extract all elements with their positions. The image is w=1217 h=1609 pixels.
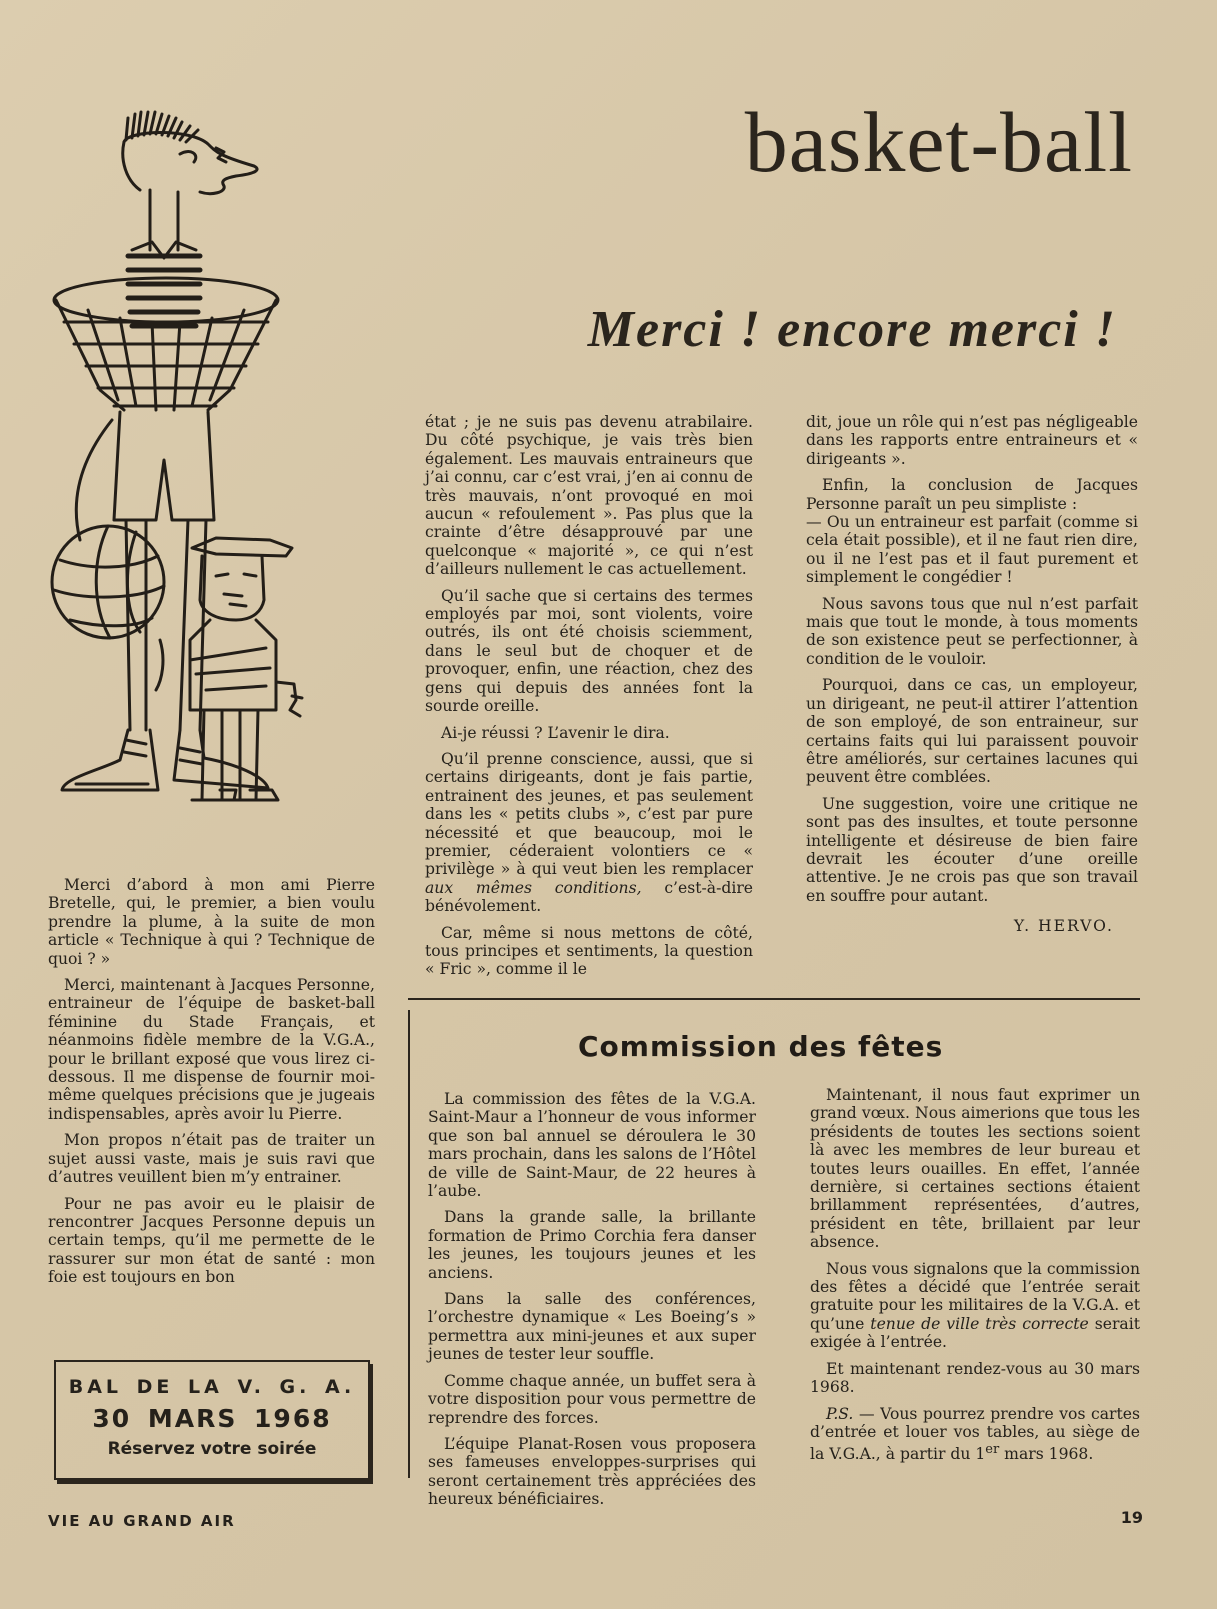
article-paragraph: Merci, maintenant à Jacques Personne, entraineur de l’équipe de basket-ball féminine du Stade Français, et néanmoins fidèle membre de la V.G.A., pour le brillant exposé que vous lirez ci-dessous. Il me dispense de fournir moi-même quelques précisions que je jugeais indispensables, après avoir lu Pierre.	[48, 976, 375, 1123]
bal-announcement-box	[54, 1360, 370, 1480]
text-run: c’est-à-dire bénévolement.	[425, 878, 753, 916]
article-title: Merci ! encore merci !	[587, 301, 1117, 358]
ps-label: P.S.	[826, 1404, 854, 1423]
page-number: 19	[1120, 1508, 1143, 1527]
publication-name: VIE AU GRAND AIR	[48, 1512, 236, 1530]
bal-date: 30 MARS 1968	[92, 1404, 332, 1433]
text-run: Nous vous signalons que la commission des fêtes a décidé que l’entrée serait gratuite pour les militaires de la V.G.A. et qu’une	[810, 1259, 1140, 1333]
article-column-3	[806, 413, 1138, 936]
article-paragraph: dit, joue un rôle qui n’est pas négligeable dans les rapports entre entraineurs et « dirigeants ».	[806, 413, 1138, 468]
commission-column-2	[810, 1086, 1140, 1472]
section-divider	[408, 998, 1140, 1000]
commission-paragraph	[810, 1260, 1140, 1352]
commission-paragraph: Dans la grande salle, la brillante formation de Primo Corchia fera danser les jeunes, les toujours jeunes et les anciens.	[428, 1208, 756, 1282]
article-column-1	[48, 876, 375, 1295]
commission-ps	[810, 1405, 1140, 1464]
italic-text: aux mêmes conditions,	[425, 878, 642, 897]
article-paragraph: Mon propos n’était pas de traiter un sujet aussi vaste, mais je suis ravi que d’autres veuillent bien m’y entrainer.	[48, 1131, 375, 1187]
article-paragraph: Nous savons tous que nul n’est parfait mais que tout le monde, à tous moments de son existence peut se perfectionner, à condition de le vouloir.	[806, 594, 1138, 668]
commission-paragraph: La commission des fêtes de la V.G.A. Saint-Maur a l’honneur de vous informer que son bal annuel se déroulera le 30 mars prochain, dans les salons de l’Hôtel de ville de Saint-Maur, de 22 heures à l’aube.	[428, 1090, 756, 1201]
bal-reservation-note: Réservez votre soirée	[107, 1439, 317, 1459]
commission-paragraph: Et maintenant rendez-vous au 30 mars 1968.	[810, 1359, 1140, 1397]
basketball-cartoon-illustration	[40, 100, 340, 840]
commission-title: Commission des fêtes	[578, 1030, 944, 1063]
article-paragraph: état ; je ne suis pas devenu atrabilaire. Du côté psychique, je vais très bien également. Les mauvais entraineurs que j’ai connu, car c’est vrai, j’en ai connu de très mauvais, n’ont provoqué en moi aucun « refoulement ». Pas plus que la crainte d’être désapprouvé par une quelconque « majorité », ce qui n’est d’ailleurs nullement le cas actuellement.	[425, 413, 753, 579]
text-run: Qu’il prenne conscience, aussi, que si certains dirigeants, dont je fais partie, entrainent des jeunes, et pas seulement dans les « petits clubs », c’est par pure nécessité et que beaucoup, moi le premier, céderaient volontiers ce « privilège » à qui veut bien les remplacer	[425, 749, 753, 879]
commission-paragraph: Maintenant, il nous faut exprimer un grand vœux. Nous aimerions que tous les présidents de toutes les sections soient là avec les membres de leur bureau et toutes leurs ouailles. En effet, l’année dernière, si certaines sections étaient brillamment représentées, d’autres, président en tête, brillaient par leur absence.	[810, 1086, 1140, 1252]
article-paragraph: — Ou un entraineur est parfait (comme si cela était possible), et il ne faut rien dire, ou il ne l’est pas et il faut purement et simplement le congédier !	[806, 513, 1138, 587]
commission-paragraph: L’équipe Planat-Rosen vous proposera ses fameuses enveloppes-surprises qui seront certainement très appréciées des heureux bénéficiaires.	[428, 1434, 756, 1509]
commission-paragraph: Comme chaque année, un buffet sera à votre disposition pour vous permettre de reprendre des forces.	[428, 1371, 756, 1427]
article-paragraph: Pourquoi, dans ce cas, un employeur, un dirigeant, ne peut-il attirer l’attention de son employé, de son entraineur, sur certains faits qui lui paraissent pouvoir être améliorés, sur certaines lacunes qui peuvent être comblées.	[806, 676, 1138, 787]
italic-text: tenue de ville très correcte	[870, 1314, 1089, 1333]
bal-title: BAL DE LA V. G. A.	[68, 1376, 356, 1398]
column-divider	[408, 1010, 410, 1478]
article-paragraph: Merci d’abord à mon ami Pierre Bretelle, qui, le premier, a bien voulu prendre la plume, à la suite de mon article « Technique à qui ? Technique de quoi ? »	[48, 876, 375, 968]
article-column-2	[425, 413, 753, 987]
commission-paragraph: Dans la salle des conférences, l’orchestre dynamique « Les Boeing’s » permettra aux mini-jeunes et aux super jeunes de tester leur souffle.	[428, 1290, 756, 1364]
article-paragraph: Ai-je réussi ? L’avenir le dira.	[441, 723, 670, 742]
text-run: — Vous pourrez prendre vos cartes d’entrée et louer vos tables, au siège de la V.G.A., à partir du 1	[810, 1404, 1140, 1464]
superscript: er	[985, 1442, 1000, 1458]
author-signature: Y. HERVO.	[1013, 917, 1114, 936]
commission-column-1	[428, 1090, 756, 1517]
article-paragraph: Qu’il sache que si certains des termes employés par moi, sont violents, voire outrés, ils ont été choisis sciemment, dans le seul but de choquer et de provoquer, enfin, une réaction, chez des gens qui depuis des années font la sourde oreille.	[425, 586, 753, 716]
article-paragraph: Car, même si nous mettons de côté, tous principes et sentiments, la question « Fric », comme il le	[425, 923, 753, 979]
article-paragraph: Enfin, la conclusion de Jacques Personne paraît un peu simpliste :	[806, 476, 1138, 513]
article-paragraph: Une suggestion, voire une critique ne sont pas des insultes, et toute personne intelligente et désireuse de bien faire devrait les écouter d’une oreille attentive. Je ne crois pas que son travail en souffre pour autant.	[806, 794, 1138, 905]
article-paragraph: Pour ne pas avoir eu le plaisir de rencontrer Jacques Personne depuis un certain temps, qu’il me permette de le rassurer sur mon état de santé : mon foie est toujours en bon	[48, 1194, 375, 1287]
text-run: mars 1968.	[999, 1445, 1094, 1464]
section-title: basket-ball	[744, 94, 1133, 190]
text-run: serait exigée à l’entrée.	[810, 1314, 1140, 1352]
article-paragraph	[425, 750, 753, 916]
